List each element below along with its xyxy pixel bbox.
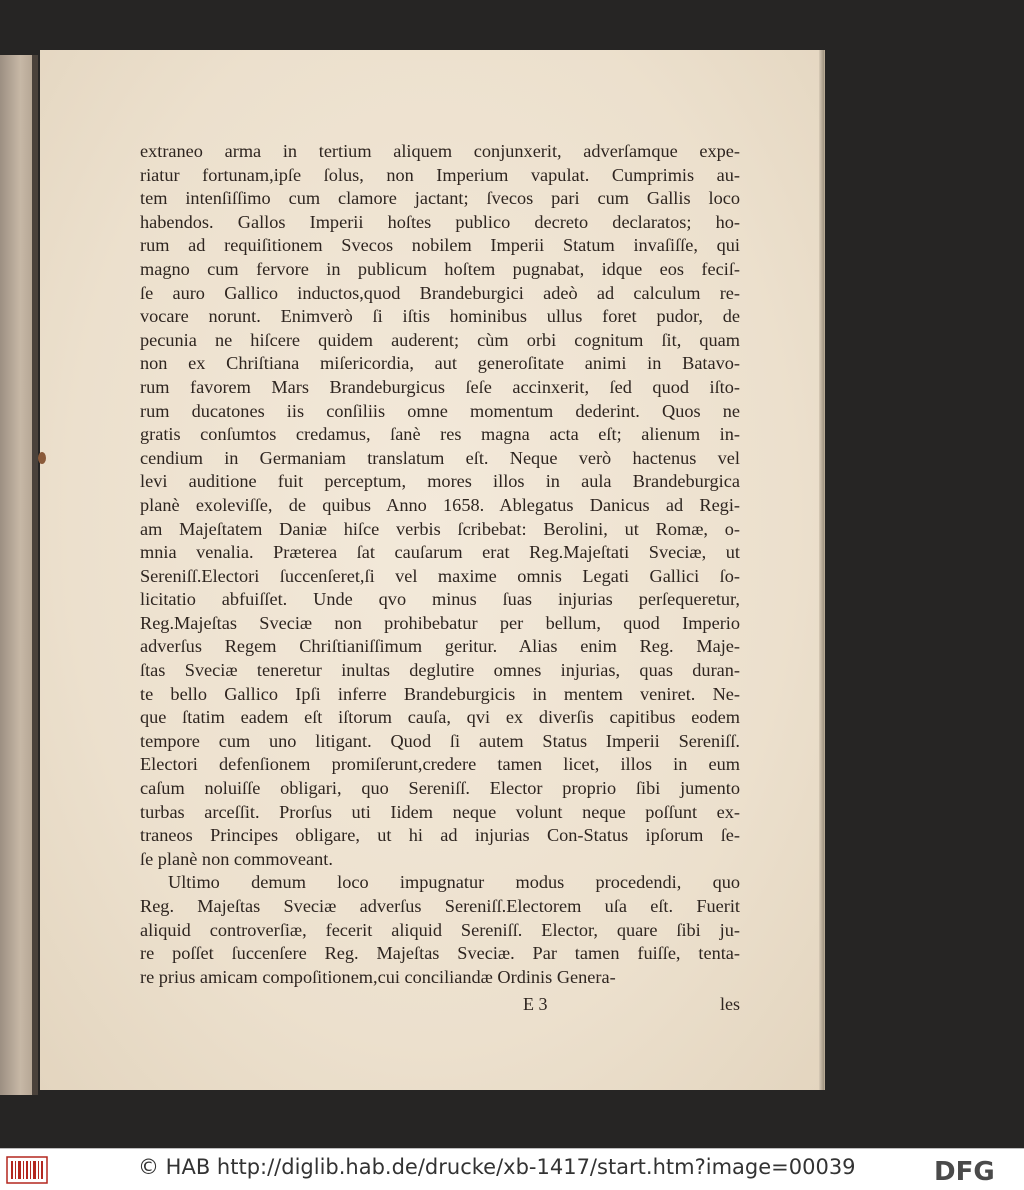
text-line: mnia venalia. Præterea ſat cauſarum erat Reg.Majeſtati Sveciæ, ut xyxy=(140,542,740,563)
text-line: Ultimo demum loco impugnatur modus procedendi, quo xyxy=(168,872,740,893)
text-line: re poſſet ſuccenſere Reg. Majeſtas Sveciæ. Par tamen fuiſſe, tenta- xyxy=(140,943,740,964)
text-line: rum ad requiſitionem Svecos nobilem Imperii Statum invaſiſſe, qui xyxy=(140,235,740,256)
text-line: tem intenſiſſimo cum clamore jactant; ſvecos pari cum Gallis loco xyxy=(140,188,740,209)
text-line: Sereniſſ.Electori ſuccenſeret,ſi vel maxime omnis Legati Gallici ſo- xyxy=(140,565,740,586)
text-line: traneos Principes obligare, ut hi ad injurias Con-Status ipſorum ſe- xyxy=(140,825,740,846)
text-line: te bello Gallico Ipſi inferre Brandeburgicis in mentem veniret. Ne- xyxy=(140,683,740,704)
text-line: re prius amicam compoſitionem,cui conciliandæ Ordinis Genera- xyxy=(140,966,616,987)
text-line: planè exoleviſſe, de quibus Anno 1658. Ablegatus Danicus ad Regi- xyxy=(140,494,740,515)
text-line: que ſtatim eadem eſt iſtorum cauſa, qvi ex diverſis capitibus eodem xyxy=(140,707,740,728)
text-line: ſe planè non commoveant. xyxy=(140,848,333,869)
text-line: Reg.Majeſtas Sveciæ non prohibebatur per bellum, quod Imperio xyxy=(140,612,740,633)
text-line: rum favorem Mars Brandeburgicus ſeſe accinxerit, ſed quod iſto- xyxy=(140,376,740,397)
text-line: tempore cum uno litigant. Quod ſi autem Status Imperii Sereniſſ. xyxy=(140,730,740,751)
text-line: adverſus Regem Chriſtianiſſimum geritur. Alias enim Reg. Maje- xyxy=(140,636,740,657)
text-line: Reg. Majeſtas Sveciæ adverſus Sereniſſ.Electorem uſa eſt. Fuerit xyxy=(140,896,740,916)
viewer-footer-bar xyxy=(0,1148,1024,1190)
paper-stain xyxy=(38,452,46,464)
text-line: riatur fortunam,ipſe ſolus, non Imperium vapulat. Cumprimis au- xyxy=(140,164,740,185)
text-line: extraneo arma in tertium aliquem conjunxerit, adverſamque expe- xyxy=(140,141,740,161)
book-page xyxy=(40,50,821,1090)
text-line: licitatio abfuiſſet. Unde qvo minus ſuas injurias perſequeretur, xyxy=(140,589,740,610)
text-line: turbas arceſſit. Prorſus uti Iidem neque volunt neque poſſunt ex- xyxy=(140,801,740,822)
text-line: gratis conſumtos credamus, ſanè res magna acta eſt; alienum in- xyxy=(140,424,740,445)
text-line: non ex Chriſtiana miſericordia, aut generoſitate animi in Batavo- xyxy=(140,353,740,374)
catchword: les xyxy=(720,994,740,1014)
text-line: am Majeſtatem Daniæ hiſce verbis ſcribebat: Berolini, ut Romæ, o- xyxy=(140,518,740,539)
copyright-url-text[interactable]: © HAB http://diglib.hab.de/drucke/xb-1417/start.htm?image=00039 xyxy=(138,1155,856,1179)
text-line: Electori defenſionem promiſerunt,credere tamen licet, illos in eum xyxy=(140,754,740,775)
text-line: vocare norunt. Enimverò ſi iſtis hominibus ullus foret pudor, de xyxy=(140,306,740,327)
page-footer-line xyxy=(140,994,740,1018)
text-line: ſe auro Gallico inductos,quod Brandeburgici adeò ad calculum re- xyxy=(140,282,740,303)
library-barcode-icon xyxy=(6,1155,48,1185)
dfg-logo xyxy=(934,1157,1020,1183)
svg-text:DFG: DFG xyxy=(934,1157,995,1183)
text-line: aliquid controverſiæ, fecerit aliquid Sereniſſ. Elector, quare ſibi ju- xyxy=(140,919,740,940)
text-line: ſtas Sveciæ teneretur inultas deglutire omnes injurias, quas duran- xyxy=(140,660,740,681)
text-line: habendos. Gallos Imperii hoſtes publico decreto declaratos; ho- xyxy=(140,211,740,232)
text-line: rum ducatones iis conſiliis omne momentum dederint. Quos ne xyxy=(140,400,740,421)
signature-mark: E 3 xyxy=(523,994,548,1014)
text-line: caſum noluiſſe obligari, quo Sereniſſ. Elector proprio ſibi jumento xyxy=(140,778,740,799)
text-line: magno cum fervore in publicum hoſtem pugnabat, idque eos feciſ- xyxy=(140,258,740,279)
page-text-block xyxy=(140,140,740,989)
previous-page-edge xyxy=(0,55,34,1095)
text-line: pecunia ne hiſcere quidem auderent; cùm orbi cognitum ſit, quam xyxy=(140,329,740,350)
text-line: cendium in Germaniam translatum eſt. Neque verò hactenus vel xyxy=(140,447,740,468)
text-line: levi auditione fuit perceptum, mores illos in aula Brandeburgica xyxy=(140,471,740,492)
